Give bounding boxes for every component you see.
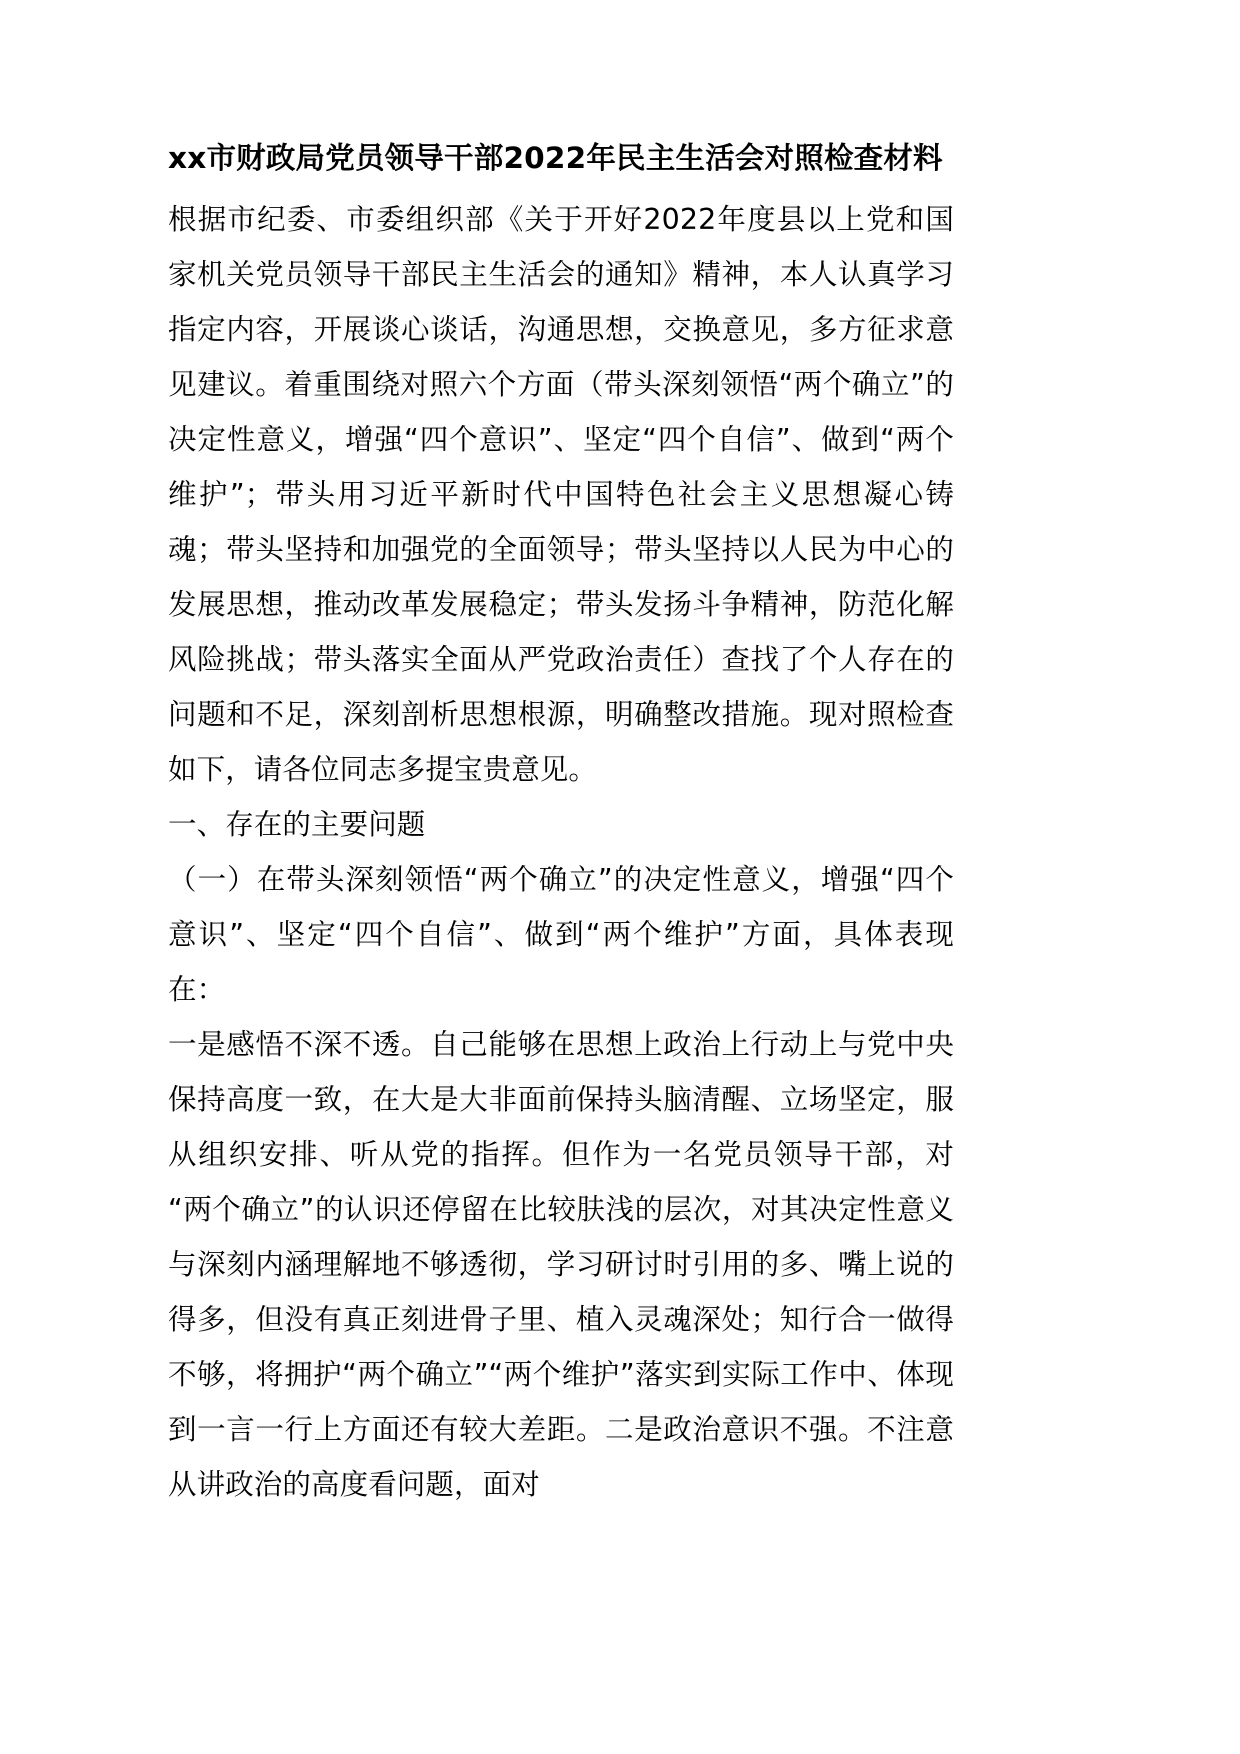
paragraph-section-1-item-1-detail: 一是感悟不深不透。自己能够在思想上政治上行动上与党中央保持高度一致，在大是大非面前保持头脑清醒、立场坚定，服从组织安排、听从党的指挥。但作为一名党员领导干部，对“两个确立”的认识还停留在比较肤浅的层次，对其决定性意义与深刻内涵理解地不够透彻，学习研讨时引用的多、嘴上说的得多，但没有真正刻进骨子里、植入灵魂深处；知行合一做得不够，将拥护“两个确立”“两个维护”落实到实际工作中、体现到一言一行上方面还有较大差距。二是政治意识不强。不注意从讲政治的高度看问题，面对 <box>168 1027 954 1501</box>
page-title: xx市财政局党员领导干部2022年民主生活会对照检查材料 <box>168 141 943 175</box>
document-body <box>168 140 954 1512</box>
paragraph-intro: 根据市纪委、市委组织部《关于开好2022年度县以上党和国家机关党员领导干部民主生活会的通知》精神，本人认真学习指定内容，开展谈心谈话，沟通思想，交换意见，多方征求意见建议。着重围绕对照六个方面（带头深刻领悟“两个确立”的决定性意义，增强“四个意识”、坚定“四个自信”、做到“两个维护”；带头用习近平新时代中国特色社会主义思想凝心铸魂；带头坚持和加强党的全面领导；带头坚持以人民为中心的发展思想，推动改革发展稳定；带头发扬斗争精神，防范化解风险挑战；带头落实全面从严党政治责任）查找了个人存在的问题和不足，深刻剖析思想根源，明确整改措施。现对照检查如下，请各位同志多提宝贵意见。 <box>168 202 954 786</box>
paragraph-section-1-item-1: （一）在带头深刻领悟“两个确立”的决定性意义，增强“四个意识”、坚定“四个自信”、做到“两个维护”方面，具体表现在： <box>168 862 954 1006</box>
section-heading-1: 一、存在的主要问题 <box>168 807 426 841</box>
